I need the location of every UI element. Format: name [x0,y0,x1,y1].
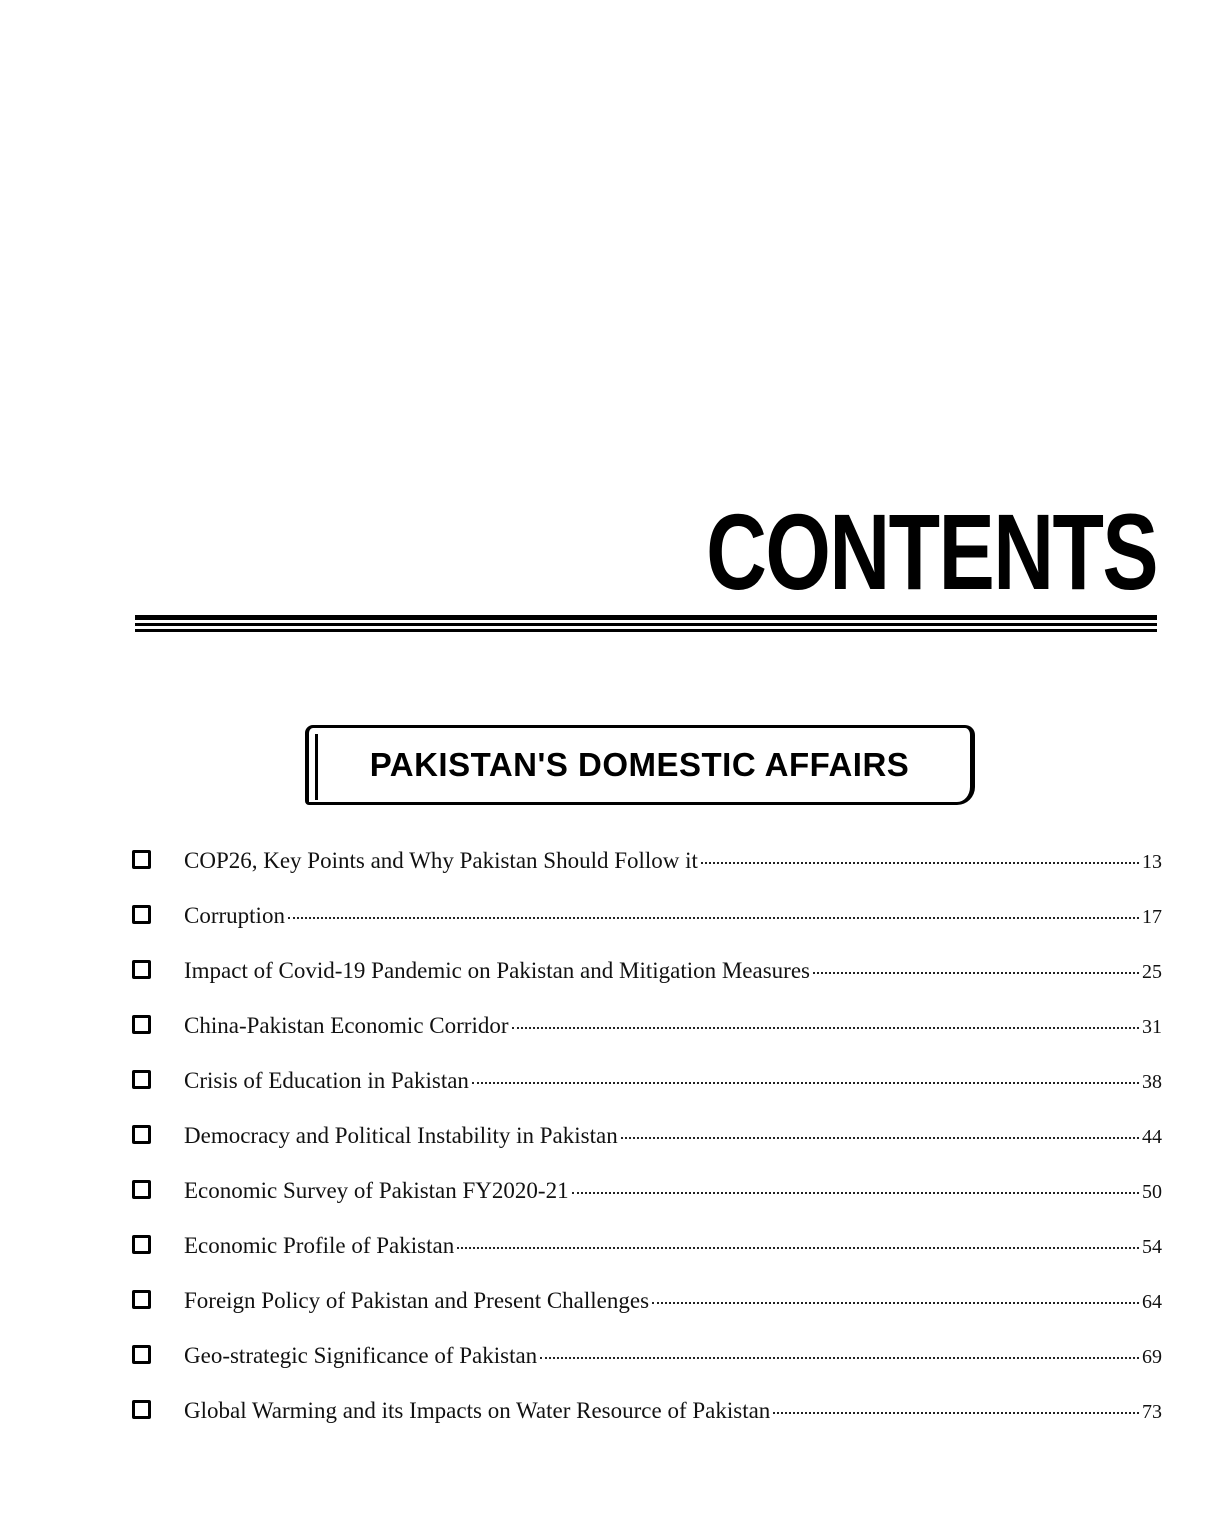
toc-page-number: 44 [1142,1126,1162,1148]
dot-leader [288,917,1139,919]
checkbox-icon [132,1290,151,1309]
toc-entry[interactable] [132,1178,1162,1233]
checkbox-icon [132,1180,151,1199]
toc-entry-title: Geo-strategic Significance of Pakistan [184,1343,538,1368]
checkbox-icon [132,905,151,924]
toc-page-number: 38 [1142,1071,1162,1093]
checkbox-icon [132,1235,151,1254]
dot-leader [621,1137,1139,1139]
toc-entry[interactable] [132,1288,1162,1343]
toc-page-number: 25 [1142,961,1162,983]
toc-entry[interactable] [132,1068,1162,1123]
toc-entry-title: Crisis of Education in Pakistan [184,1068,469,1093]
dot-leader [701,862,1139,864]
dot-leader [457,1247,1139,1249]
toc-entry[interactable] [132,958,1162,1013]
toc-page-number: 69 [1142,1346,1162,1368]
toc-entry-title: Democracy and Political Instability in Pakistan [184,1123,618,1148]
toc-entry-title: Global Warming and its Impacts on Water Resource of Pakistan [184,1398,771,1423]
toc-entry-title: China-Pakistan Economic Corridor [184,1013,509,1038]
toc-entry-title: COP26, Key Points and Why Pakistan Should Follow it [184,848,698,873]
checkbox-icon [132,960,151,979]
toc-page-number: 54 [1142,1236,1162,1258]
toc-entry[interactable] [132,848,1162,903]
checkbox-icon [132,1070,151,1089]
checkbox-icon [132,1345,151,1364]
title-rule-bottom [135,629,1157,632]
toc-page-number: 31 [1142,1016,1162,1038]
section-title: PAKISTAN'S DOMESTIC AFFAIRS [369,746,910,783]
title-rule-middle [135,623,1157,626]
toc-entry-title: Impact of Covid-19 Pandemic on Pakistan and Mitigation Measures [184,958,810,983]
dot-leader [652,1302,1139,1304]
dot-leader [813,972,1139,974]
page-title: CONTENTS [706,491,1157,612]
toc-entry[interactable] [132,1343,1162,1398]
toc-page-number: 73 [1142,1401,1162,1423]
dot-leader [472,1082,1139,1084]
toc-entry[interactable] [132,903,1162,958]
table-of-contents [132,848,1162,1453]
title-rule-top [135,615,1157,620]
toc-page-number: 13 [1142,851,1162,873]
toc-entry[interactable] [132,1013,1162,1068]
toc-entry-title: Economic Profile of Pakistan [184,1233,455,1258]
toc-entry-title: Corruption [184,903,285,928]
checkbox-icon [132,850,151,869]
toc-page-number: 64 [1142,1291,1162,1313]
toc-entry[interactable] [132,1233,1162,1288]
dot-leader [512,1027,1140,1029]
dot-leader [572,1192,1139,1194]
toc-entry-title: Foreign Policy of Pakistan and Present Challenges [184,1288,650,1313]
toc-page-number: 50 [1142,1181,1162,1203]
toc-entry[interactable] [132,1123,1162,1178]
toc-page-number: 17 [1142,906,1162,928]
dot-leader [540,1357,1139,1359]
checkbox-icon [132,1400,151,1419]
section-heading-box [305,725,975,805]
dot-leader [773,1412,1139,1414]
checkbox-icon [132,1125,151,1144]
toc-entry[interactable] [132,1398,1162,1453]
toc-entry-title: Economic Survey of Pakistan FY2020-21 [184,1178,569,1203]
checkbox-icon [132,1015,151,1034]
